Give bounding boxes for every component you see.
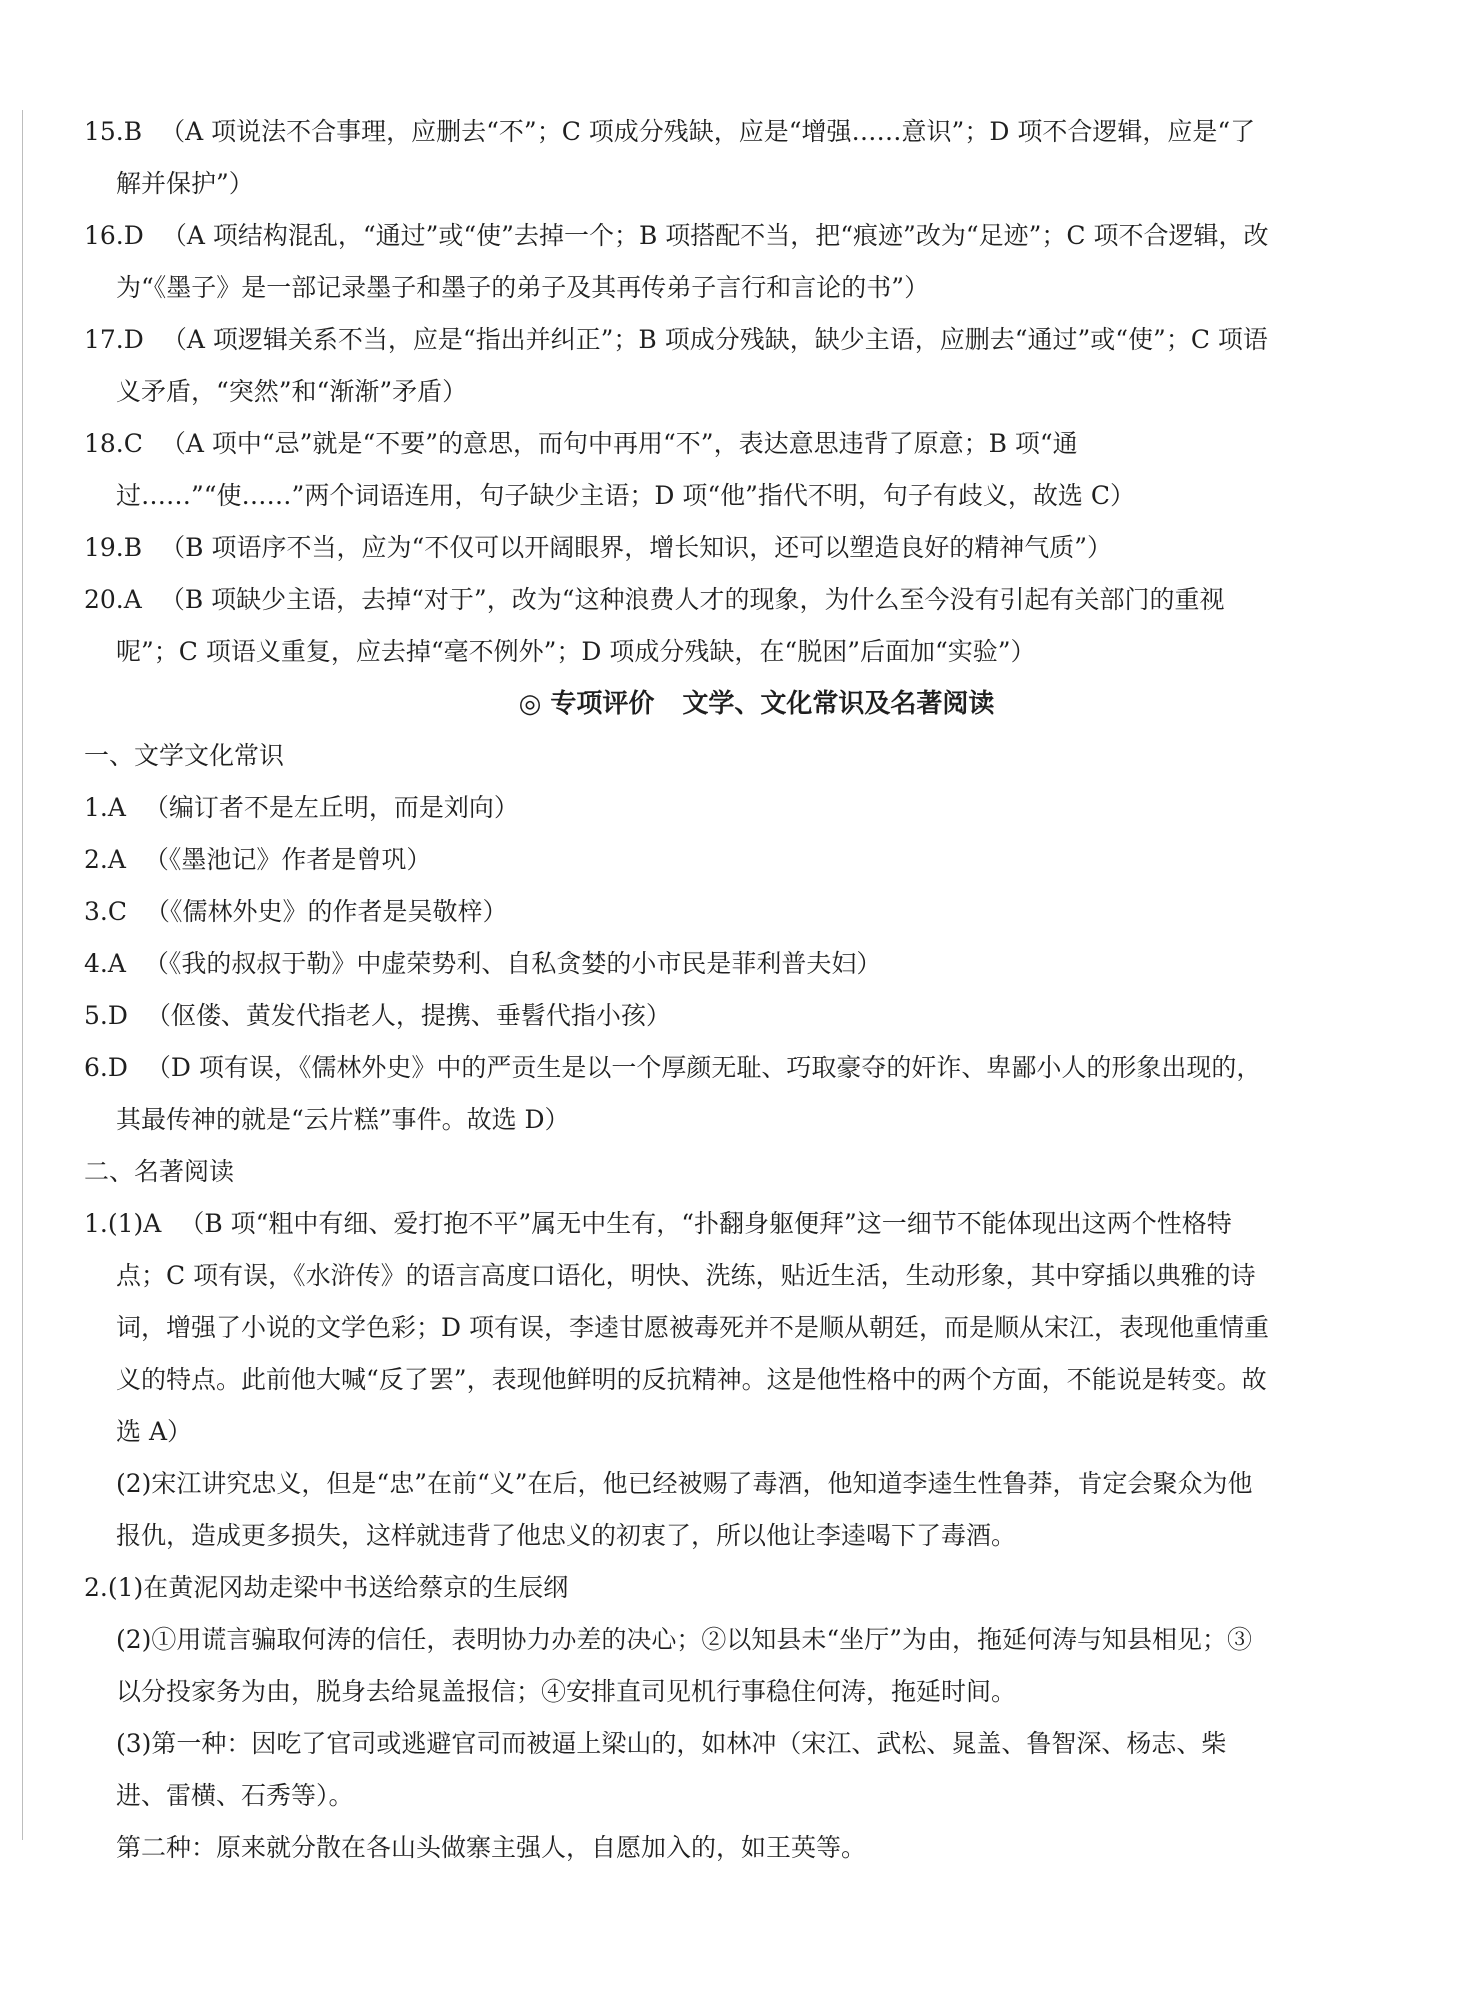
answer-number: 2.A (84, 845, 126, 874)
answer-item-17 (84, 314, 1269, 418)
section-title (84, 678, 1269, 730)
answer-item-16 (84, 210, 1269, 314)
reading-item-1-2: (2)宋江讲究忠义，但是“忠”在前“义”在后，他已经被赐了毒酒，他知道李逵生性鲁莽，肯定会聚众为他报仇，造成更多损失，这样就违背了他忠义的初衷了，所以他让李逵喝下了毒酒。 (116, 1469, 1253, 1550)
reading-item-2-3: (3)第一种：因吃了官司或逃避官司而被逼上梁山的，如林冲（宋江、武松、晁盖、鲁智深、杨志、柴进、雷横、石秀等）。 (116, 1729, 1227, 1810)
reading-item-1-1 (84, 1198, 1269, 1458)
answer-explanation: （《我的叔叔于勒》中虚荣势利、自私贪婪的小市民是菲利普夫妇） (143, 949, 882, 978)
culture-item-2 (84, 834, 1269, 886)
answer-explanation: （伛偻、黄发代指老人，提携、垂髫代指小孩） (145, 1001, 671, 1030)
answer-number: 17.D (84, 325, 144, 354)
culture-item-6 (84, 1042, 1269, 1146)
culture-item-1 (84, 782, 1269, 834)
answer-number: 4.A (84, 949, 126, 978)
answer-number: 15.B (84, 117, 143, 146)
answer-number: 19.B (84, 533, 143, 562)
answer-explanation: （编订者不是左丘明，而是刘向） (143, 793, 519, 822)
answer-page (84, 106, 1269, 1874)
culture-item-4 (84, 938, 1269, 990)
answer-number: 20.A (84, 585, 142, 614)
answer-explanation: （《儒林外史》的作者是吴敬梓） (144, 897, 508, 926)
answer-explanation: （D 项有误，《儒林外史》中的严贡生是以一个厚颜无耻、巧取豪夺的奸诈、卑鄙小人的形象出现的，其最传神的就是“云片糕”事件。故选 D） (116, 1053, 1262, 1134)
culture-item-5 (84, 990, 1269, 1042)
answer-item-20 (84, 574, 1269, 678)
section-symbol: ◎ (518, 689, 542, 719)
answer-explanation: （B 项语序不当，应为“不仅可以开阔眼界，增长知识，还可以塑造良好的精神气质”） (160, 533, 1113, 562)
margin-rule (22, 110, 23, 1840)
answer-number: 1.(1)A (84, 1209, 162, 1238)
answer-explanation: （B 项“粗中有细、爱打抱不平”属无中生有，“扑翻身躯便拜”这一细节不能体现出这两个性格特点；C 项有误，《水浒传》的语言高度口语化，明快、洗练，贴近生活，生动形象，其中穿插以典雅的诗词，增强了小说的文学色彩；D 项有误，李逵甘愿被毒死并不是顺从朝廷，而是顺从宋江，表现他重情重义的特点。此前他大喊“反了罢”，表现他鲜明的反抗精神。这是他性格中的两个方面，不能说是转变。故选 A） (116, 1209, 1269, 1446)
answer-item-18 (84, 418, 1269, 522)
culture-item-3 (84, 886, 1269, 938)
answer-number: 18.C (84, 429, 143, 458)
section-label: 专项评价 (550, 689, 655, 719)
answer-item-19 (84, 522, 1269, 574)
answer-explanation: （A 项结构混乱，“通过”或“使”去掉一个；B 项搭配不当，把“痕迹”改为“足迹”；C 项不合逻辑，改为“《墨子》是一部记录墨子和墨子的弟子及其再传弟子言行和言论的书”） (116, 221, 1269, 302)
reading-item-2-2: (2)①用谎言骗取何涛的信任，表明协力办差的决心；②以知县未“坐厅”为由，拖延何涛与知县相见；③以分投家务为由，脱身去给晁盖报信；④安排直司见机行事稳住何涛，拖延时间。 (116, 1625, 1252, 1706)
reading-item-2-4: 第二种：原来就分散在各山头做寨主强人，自愿加入的，如王英等。 (116, 1833, 867, 1862)
answer-explanation: （A 项说法不合事理，应删去“不”；C 项成分残缺，应是“增强……意识”；D 项不合逻辑，应是“了解并保护”） (116, 117, 1256, 198)
answer-item-15 (84, 106, 1269, 210)
answer-number: 6.D (84, 1053, 128, 1082)
section-heading: 文学、文化常识及名著阅读 (682, 689, 995, 719)
answer-number: 1.A (84, 793, 126, 822)
part1-heading: 一、文学文化常识 (84, 741, 285, 770)
answer-number: 3.C (84, 897, 127, 926)
part2-heading: 二、名著阅读 (84, 1157, 235, 1186)
answer-explanation: （B 项缺少主语，去掉“对于”，改为“这种浪费人才的现象，为什么至今没有引起有关部门的重视呢”；C 项语义重复，应去掉“毫不例外”；D 项成分残缺，在“脱困”后面加“实验”） (116, 585, 1225, 666)
reading-item-2-1: 2.(1)在黄泥冈劫走梁中书送给蔡京的生辰纲 (84, 1573, 569, 1602)
answer-explanation: （A 项逻辑关系不当，应是“指出并纠正”；B 项成分残缺，缺少主语，应删去“通过”或“使”；C 项语义矛盾，“突然”和“渐渐”矛盾） (116, 325, 1268, 406)
answer-explanation: （A 项中“忌”就是“不要”的意思，而句中再用“不”，表达意思违背了原意；B 项“通过……”“使……”两个词语连用，句子缺少主语；D 项“他”指代不明，句子有歧义，故选 C） (116, 429, 1135, 510)
answer-number: 5.D (84, 1001, 128, 1030)
answer-number: 16.D (84, 221, 144, 250)
answer-explanation: （《墨池记》作者是曾巩） (143, 845, 432, 874)
